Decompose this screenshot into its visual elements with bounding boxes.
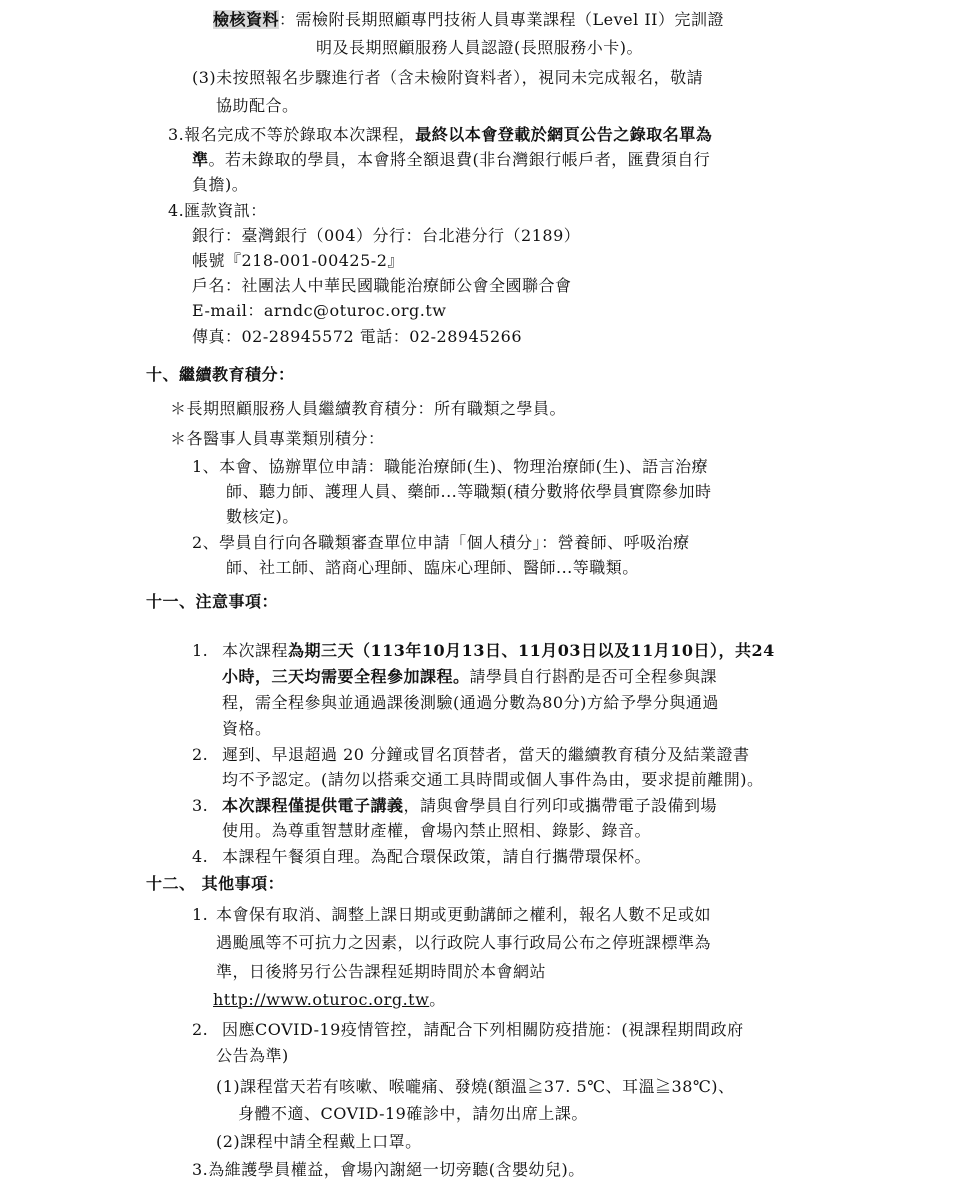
n3-line-b: 使用。為尊重智慧財產權，會場內禁止照相、錄影、錄音。 bbox=[222, 821, 652, 840]
verify-text: ：需檢附長期照顧專門技術人員專業課程（Level II）完訓證 bbox=[279, 10, 724, 29]
o2-sub1-b: 身體不適、COVID-19確診中，請勿出席上課。 bbox=[238, 1104, 588, 1123]
o2-sub1-a: (1)課程當天若有咳嗽、喉嚨痛、發燒(額溫≧37. 5℃、耳溫≧38℃)、 bbox=[216, 1077, 735, 1096]
remit-fax: 傳真：02-28945572 電話：02-28945266 bbox=[192, 327, 522, 346]
n2-line-b: 均不予認定。(請勿以搭乘交通工具時間或個人事件為由，要求提前離開)。 bbox=[222, 770, 764, 789]
verify-label: 檢核資料 bbox=[213, 10, 280, 29]
o2-num: 2. bbox=[192, 1020, 209, 1039]
reg3-line-2 bbox=[192, 149, 710, 171]
o1-end: 。 bbox=[429, 990, 446, 1009]
n3-a-rest: ，請與會學員自行列印或攜帶電子設備到場 bbox=[403, 796, 718, 815]
reg3-line-1 bbox=[168, 124, 712, 146]
n2-num: 2. bbox=[192, 745, 209, 764]
n1-a-pre: 本次課程 bbox=[222, 641, 289, 660]
reg3-line-3: 負擔)。 bbox=[192, 175, 249, 194]
n2-line-a: 遲到、早退超過 20 分鐘或冒名頂替者，當天的繼續教育積分及結業證書 bbox=[222, 745, 750, 764]
o1-num: 1. bbox=[192, 905, 209, 924]
n1-line-b bbox=[222, 666, 717, 688]
o1-line-b: 遇颱風等不可抗力之因素，以行政院人事行政局公布之停班課標準為 bbox=[216, 933, 712, 952]
n1-a-bold: 為期三天（113年10月13日、11月03日以及11月10日），共24 bbox=[288, 641, 775, 660]
remit-title: 4.匯款資訊： bbox=[168, 201, 267, 220]
o2-line-b: 公告為準) bbox=[216, 1046, 289, 1065]
sec10-i1-a: 1、本會、協辦單位申請：職能治療師(生)、物理治療師(生)、語言治療 bbox=[192, 457, 709, 476]
verify-line-2: 明及長期照顧服務人員認證(長照服務小卡)。 bbox=[316, 38, 643, 57]
n4-line-a: 本課程午餐須自理。為配合環保政策，請自行攜帶環保杯。 bbox=[222, 847, 652, 866]
reg3-lead: 3.報名完成不等於錄取本次課程， bbox=[168, 125, 416, 144]
remit-account: 帳號『218-001-00425-2』 bbox=[192, 251, 404, 270]
reg3-rest-2: 。若未錄取的學員，本會將全額退費(非台灣銀行帳戶者，匯費須自行 bbox=[208, 150, 711, 169]
n1-line-a bbox=[222, 640, 775, 662]
n1-line-d: 資格。 bbox=[222, 719, 272, 738]
sec10-p2: ＊各醫事人員專業類別積分： bbox=[170, 429, 385, 448]
sec10-i1-c: 數核定)。 bbox=[226, 507, 299, 526]
section-11-heading: 十一、注意事項： bbox=[146, 592, 279, 611]
n1-line-c: 程，需全程參與並通過課後測驗(通過分數為80分)方給予學分與通過 bbox=[222, 693, 719, 712]
item-3: (3)未按照報名步驟進行者（含未檢附資料者），視同未完成報名，敬請 bbox=[192, 68, 704, 87]
n1-b-rest: 請學員自行斟酌是否可全程參與課 bbox=[469, 667, 718, 686]
item-3-cont: 協助配合。 bbox=[216, 96, 299, 115]
n1-b-bold: 小時，三天均需要全程參加課程。 bbox=[222, 667, 470, 686]
section-12-heading: 十二、 其他事項： bbox=[146, 874, 285, 893]
n1-num: 1. bbox=[192, 641, 209, 660]
remit-bank: 銀行：臺灣銀行（004）分行：台北港分行（2189） bbox=[192, 226, 581, 245]
o1-line-d bbox=[213, 989, 446, 1011]
sec10-i2-b: 師、社工師、諮商心理師、臨床心理師、醫師...等職類。 bbox=[226, 558, 639, 577]
o3-line: 3.為維護學員權益，會場內謝絕一切旁聽(含嬰幼兒)。 bbox=[192, 1160, 585, 1179]
sec10-p1: ＊長期照顧服務人員繼續教育積分：所有職類之學員。 bbox=[170, 399, 567, 418]
reg3-bold-2: 準 bbox=[192, 150, 209, 169]
o1-line-c: 準，日後將另行公告課程延期時間於本會網站 bbox=[216, 962, 547, 981]
remit-email: E-mail：arndc@oturoc.org.tw bbox=[192, 301, 447, 320]
n3-a-bold: 本次課程僅提供電子講義 bbox=[222, 796, 404, 815]
remit-name: 戶名：社團法人中華民國職能治療師公會全國聯合會 bbox=[192, 276, 572, 295]
sec10-i2-a: 2、學員自行向各職類審查單位申請「個人積分」：營養師、呼吸治療 bbox=[192, 533, 690, 552]
o1-line-a: 本會保有取消、調整上課日期或更動講師之權利，報名人數不足或如 bbox=[216, 905, 712, 924]
o2-line-a: 因應COVID-19疫情管控，請配合下列相關防疫措施：(視課程期間政府 bbox=[222, 1020, 744, 1039]
section-10-heading: 十、繼續教育積分： bbox=[146, 365, 295, 384]
n3-num: 3. bbox=[192, 796, 209, 815]
reg3-bold: 最終以本會登載於網頁公告之錄取名單為 bbox=[415, 125, 713, 144]
sec10-i1-b: 師、聽力師、護理人員、藥師...等職類(積分數將依學員實際參加時 bbox=[226, 482, 712, 501]
verify-line bbox=[213, 9, 724, 31]
o2-sub2: (2)課程中請全程戴上口罩。 bbox=[216, 1132, 422, 1151]
website-link[interactable]: http://www.oturoc.org.tw bbox=[213, 990, 430, 1009]
n4-num: 4. bbox=[192, 847, 209, 866]
n3-line-a bbox=[222, 795, 717, 817]
